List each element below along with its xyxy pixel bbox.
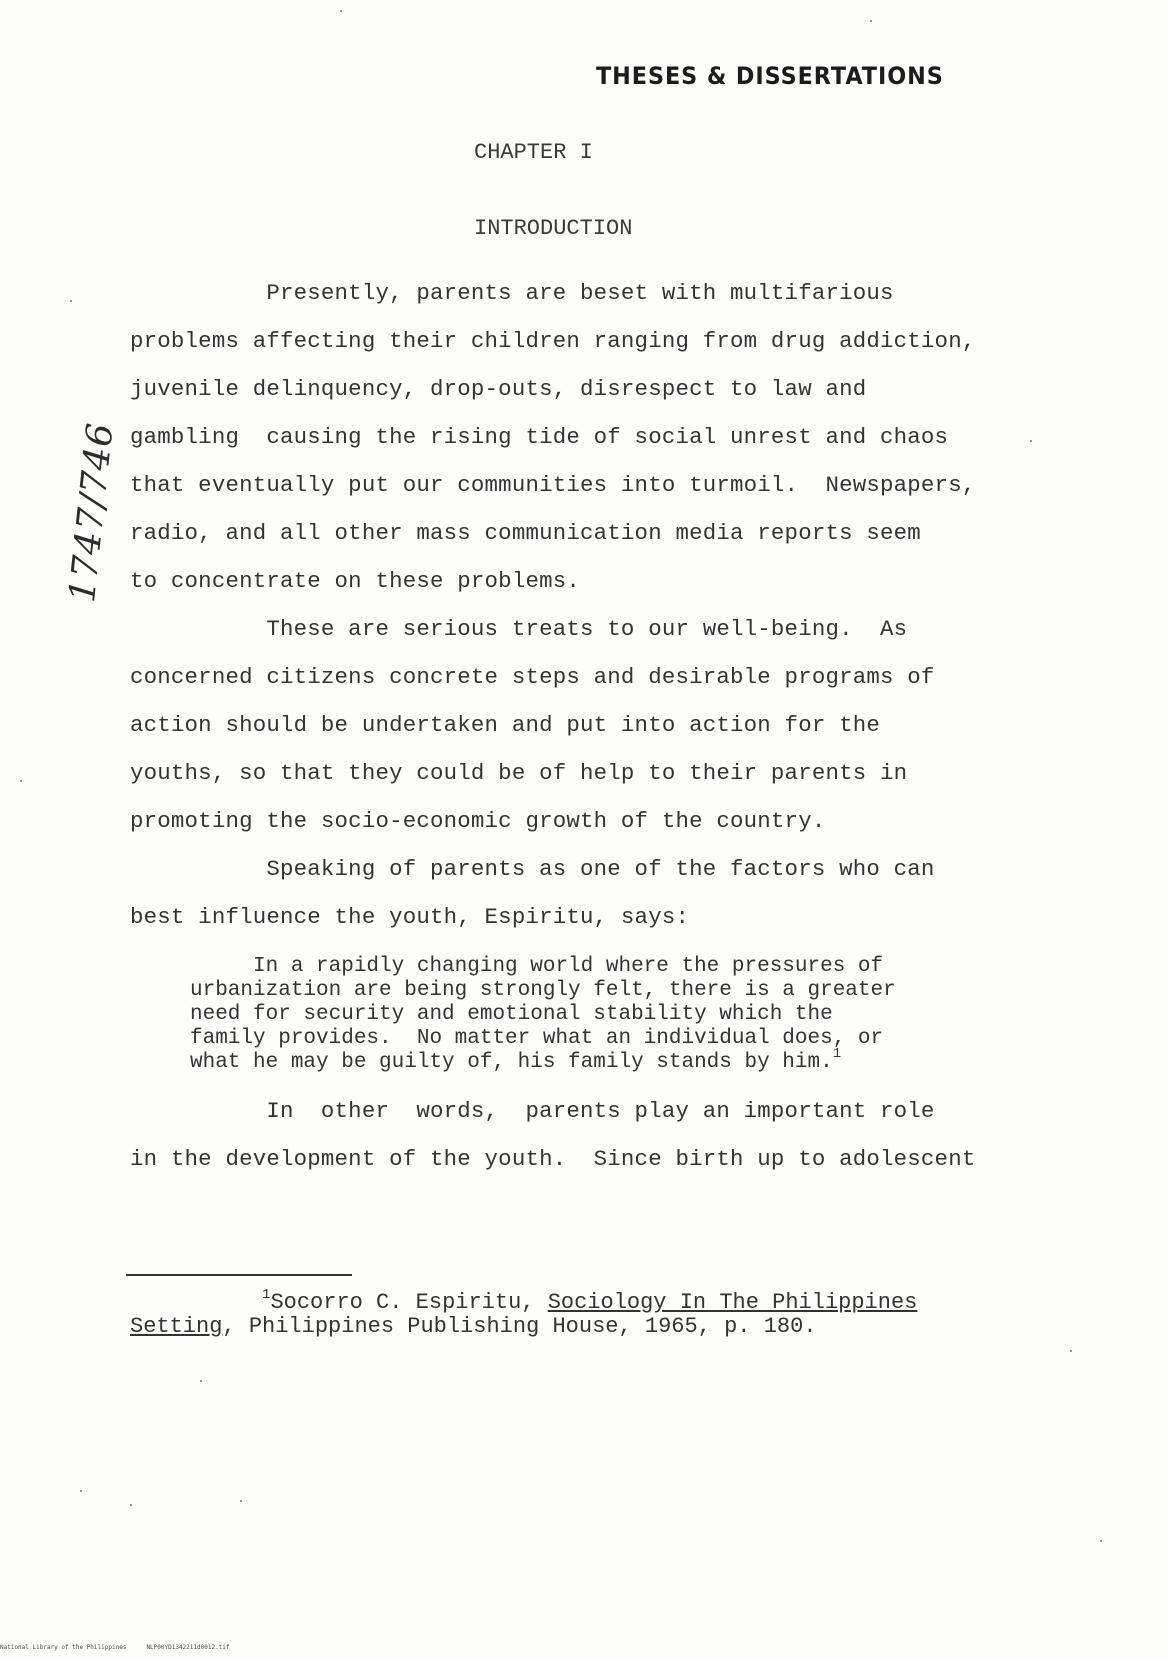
quote-line-last: [190, 1046, 842, 1074]
footer-library: National Library of the Philippines: [0, 1644, 127, 1651]
footnote-title-part2: Setting: [130, 1314, 223, 1339]
body-line: that eventually put our communities into turmoil. Newspapers,: [130, 472, 976, 498]
body-line: gambling causing the rising tide of social unrest and chaos: [130, 424, 949, 450]
scan-speck: [1100, 1540, 1102, 1542]
body-line: Presently, parents are beset with multifarious: [130, 280, 894, 306]
quote-line: need for security and emotional stability which the: [190, 1003, 833, 1026]
footnote-publisher: , Philippines Publishing House, 1965, p. 180.: [222, 1314, 817, 1339]
quote-line-text: what he may be guilty of, his family stands by him.: [190, 1051, 833, 1074]
chapter-title: CHAPTER I: [474, 140, 593, 165]
body-line: in the development of the youth. Since birth up to adolescent: [130, 1146, 976, 1172]
scan-speck: [70, 300, 72, 302]
body-line: juvenile delinquency, drop-outs, disrespect to law and: [130, 376, 867, 402]
body-line: In other words, parents play an important role: [130, 1098, 935, 1124]
quote-line: family provides. No matter what an individual does, or: [190, 1027, 884, 1050]
body-line: best influence the youth, Espiritu, says:: [130, 904, 690, 930]
scan-footer: [0, 1644, 250, 1651]
scan-speck: [80, 1490, 82, 1492]
body-line: promoting the socio-economic growth of the country.: [130, 808, 826, 834]
body-line: Speaking of parents as one of the factors who can: [130, 856, 935, 882]
footnote-title-part1: Sociology In The Philippines: [547, 1290, 918, 1315]
footnote-line-1: [130, 1287, 918, 1315]
footnote-reference: 1: [832, 1046, 842, 1062]
footer-filename: NLP00YD1342211d0012.tif: [146, 1644, 230, 1651]
body-line: action should be undertaken and put into action for the: [130, 712, 881, 738]
scan-speck: [1070, 1350, 1072, 1352]
body-line: These are serious treats to our well-being. As: [130, 616, 908, 642]
scan-speck: [240, 1500, 242, 1502]
theses-dissertations-stamp: THESES & DISSERTATIONS: [596, 62, 944, 90]
scan-speck: [20, 780, 22, 782]
body-line: youths, so that they could be of help to their parents in: [130, 760, 908, 786]
scan-speck: [340, 10, 342, 12]
body-line: concerned citizens concrete steps and desirable programs of: [130, 664, 935, 690]
quote-line: urbanization are being strongly felt, there is a greater: [190, 979, 896, 1002]
scan-speck: [870, 20, 872, 22]
body-line: to concentrate on these problems.: [130, 568, 581, 594]
footnote-line-2: [130, 1314, 817, 1339]
scan-speck: [200, 1380, 202, 1382]
body-line: problems affecting their children ranging from drug addiction,: [130, 328, 976, 354]
footnote-divider: [126, 1274, 352, 1276]
footnote-author: Socorro C. Espiritu,: [270, 1290, 548, 1315]
quote-line: In a rapidly changing world where the pressures of: [190, 955, 884, 978]
section-title: INTRODUCTION: [474, 216, 633, 241]
footnote-mark: 1: [262, 1287, 271, 1303]
scan-speck: [130, 1504, 132, 1506]
scan-speck: [1030, 440, 1032, 442]
body-line: radio, and all other mass communication media reports seem: [130, 520, 921, 546]
handwritten-accession-number: 1747/746: [62, 420, 122, 605]
